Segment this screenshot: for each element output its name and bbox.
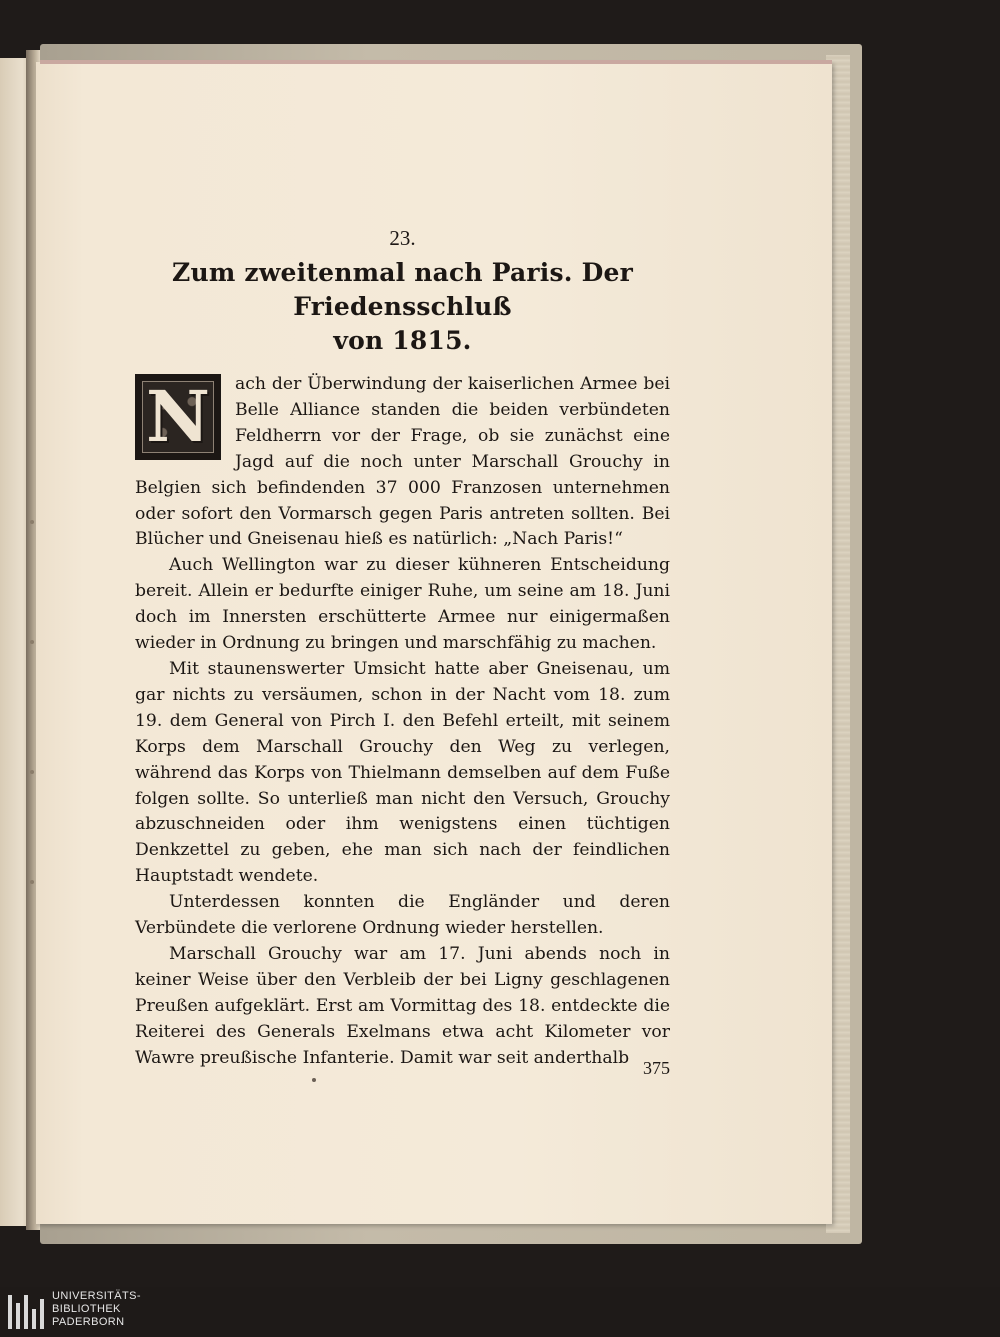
library-name (52, 1290, 141, 1329)
chapter-title-line2: von 1815. (333, 326, 472, 355)
page-text (135, 224, 670, 1071)
library-name-line2: BIBLIOTHEK (52, 1303, 121, 1315)
chapter-title (135, 256, 670, 358)
paragraph-1 (135, 372, 670, 553)
binding-stitch (30, 640, 34, 644)
dropcap-initial (135, 374, 221, 460)
paragraph-5: Marschall Grouchy war am 17. Juni abends noch in keiner Weise über den Verbleib der bei Ligny geschlagenen Preußen aufgeklärt. Erst am Vormittag des 18. entdeckte die Reiterei des Generals Exelmans etwa acht Kilometer vor Wawre preußische Infanterie. Damit war seit anderthalb (135, 943, 670, 1068)
paragraph-1-text: ach der Überwindung der kaiserlichen Armee bei Belle Alliance standen die beiden verbündeten Feldherrn vor der Frage, ob sie zunächst eine Jagd auf die noch unter Marschall Grouchy in Belgien sich befindenden 37 000 Franzosen unternehmen oder sofort den Vormarsch gegen Paris antreten sollten. Bei Blücher und Gneisenau hieß es natürlich: „Nach Paris!“ (135, 374, 670, 550)
paper-speck (312, 1078, 316, 1082)
paragraph-2: Auch Wellington war zu dieser kühneren Entscheidung bereit. Allein er bedurfte einiger Ruhe, um seine am 18. Juni doch im Innersten erschütterte Armee nur einigermaßen wieder in Ordnung zu bringen und marschfähig zu machen. (135, 555, 670, 654)
chapter-title-line1: Zum zweitenmal nach Paris. Der Friedensschluß (172, 258, 633, 321)
paragraph-3: Mit staunenswerter Umsicht hatte aber Gneisenau, um gar nichts zu versäumen, schon in der Nacht vom 18. zum 19. dem General von Pirch I. den Befehl erteilt, mit seinem Korps dem Marschall Grouchy den Weg zu verlegen, während das Korps von Thielmann demselben auf dem Fuße folgen sollte. So unterließ man nicht den Versuch, Grouchy abzuschneiden oder ihm wenigstens einen tüchtigen Denkzettel zu geben, ehe man sich nach der feindlichen Hauptstadt wendete. (135, 658, 670, 887)
library-name-line3: PADERBORN (52, 1316, 125, 1328)
library-logo-icon (6, 1291, 46, 1333)
binding-stitch (30, 770, 34, 774)
chapter-number: 23. (389, 226, 416, 250)
paragraph-4: Unterdessen konnten die Engländer und deren Verbündete die verlorene Ordnung wieder herstellen. (135, 892, 670, 939)
binding-stitch (30, 880, 34, 884)
dropcap-letter: N (146, 375, 210, 459)
binding-stitch (30, 520, 34, 524)
library-name-line1: UNIVERSITÄTS- (52, 1290, 141, 1302)
library-footer (0, 1287, 1000, 1337)
page-number: 375 (643, 1058, 670, 1078)
page-top-edge (40, 60, 832, 64)
